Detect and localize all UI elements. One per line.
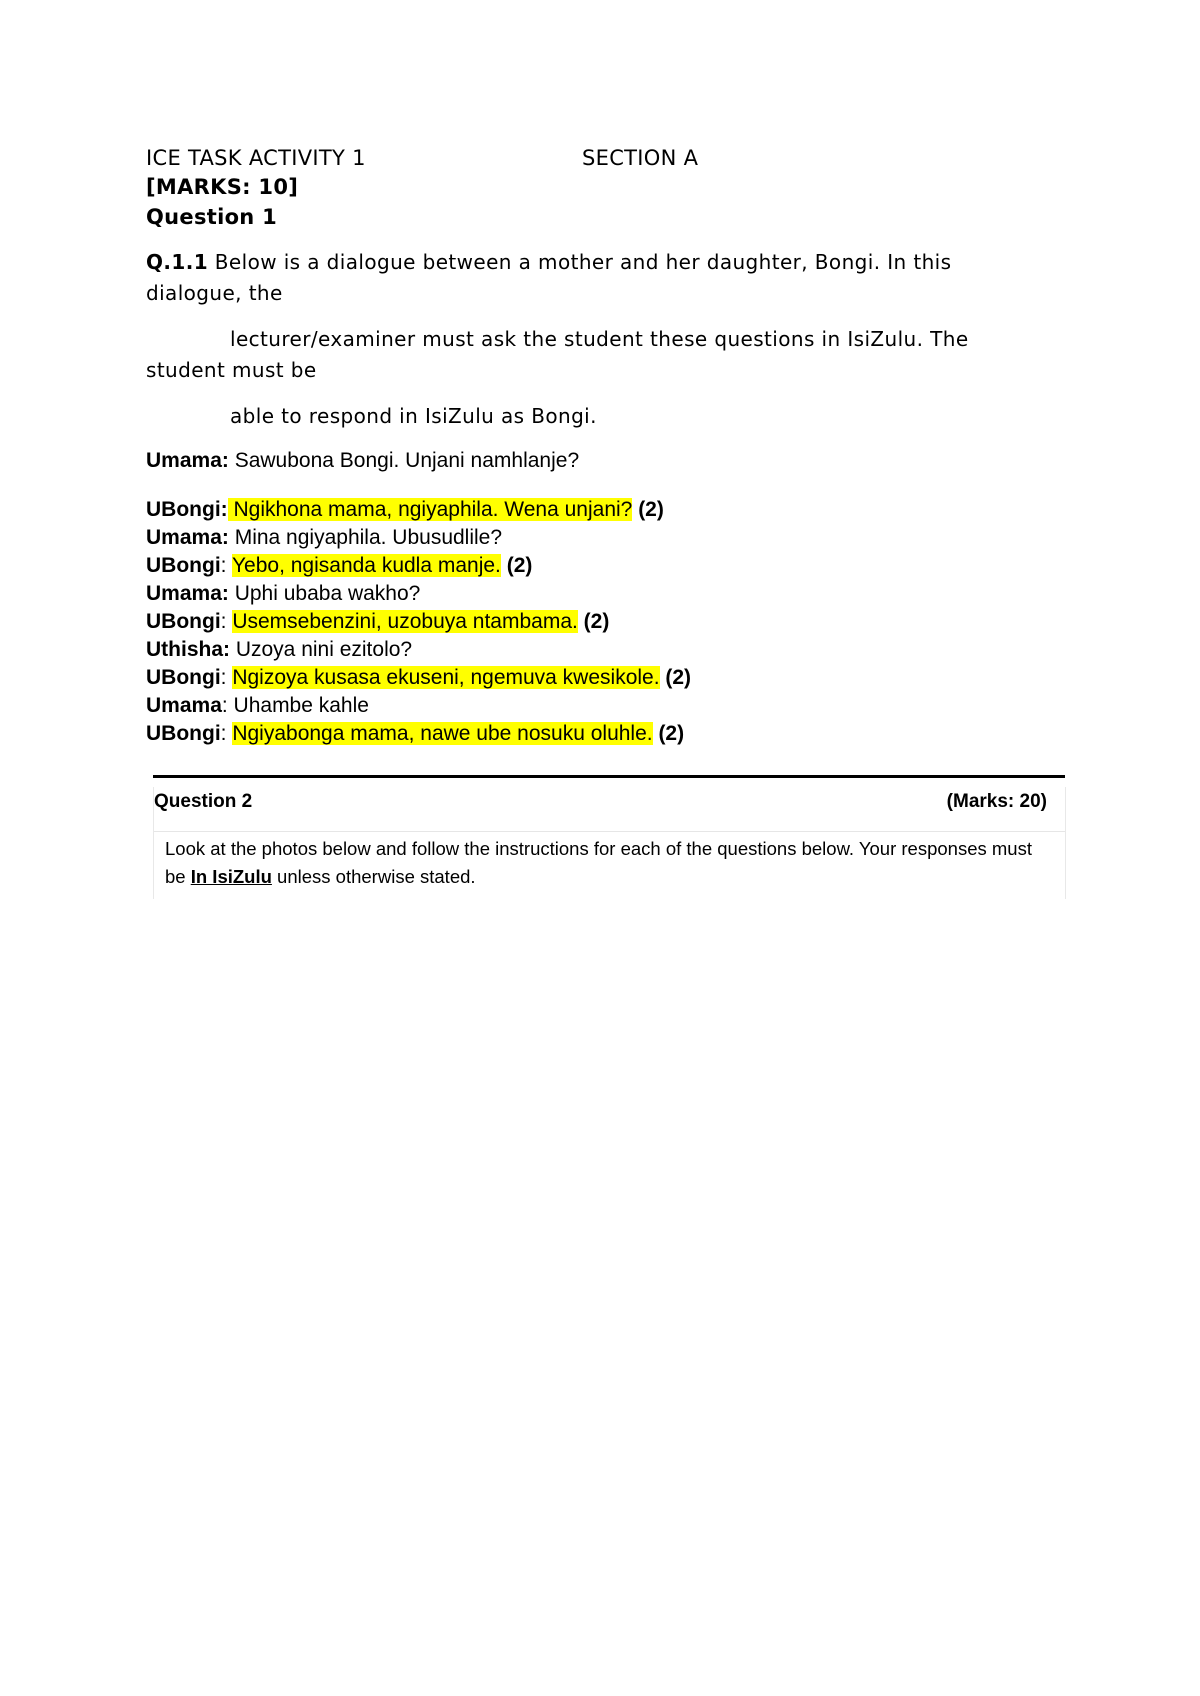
dialogue-line: [146, 610, 609, 634]
instruction-text: Look at the photos below and follow the instructions for each of the questions below. Your responses must be: [165, 838, 1032, 887]
instruction-text-end: unless otherwise stated.: [271, 866, 476, 887]
q11-line1: Below is a dialogue between a mother and her daughter, Bongi. In this: [208, 250, 952, 274]
dialogue-text: Mina ngiyaphila. Ubusudlile?: [228, 526, 503, 549]
dialogue-line: [146, 582, 420, 606]
activity-title: ICE TASK ACTIVITY 1: [146, 146, 366, 170]
q11-instruction: [146, 324, 1066, 386]
dialogue-line: [146, 722, 684, 746]
question-2-header-row: [154, 787, 1065, 832]
answer-highlight: Ngiyabonga mama, nawe ube nosuku oluhle.: [232, 722, 653, 745]
answer-highlight: Usemsebenzini, uzobuya ntambama.: [232, 610, 578, 633]
marks-label: [MARKS: 10]: [146, 175, 299, 199]
q11-line2: dialogue, the: [146, 281, 283, 305]
dialogue-line: [146, 554, 532, 578]
dialogue-text: : Uhambe kahle: [221, 694, 369, 717]
dialogue-text: :: [220, 722, 233, 745]
speaker: UBongi: [146, 666, 221, 689]
answer-highlight: Ngizoya kusasa ekuseni, ngemuva kwesikole.: [232, 666, 660, 689]
speaker: Umama: [146, 694, 222, 717]
marks-value: (2): [659, 666, 692, 689]
dialogue-text: Uzoya nini ezitolo?: [230, 638, 413, 661]
question-2-instructions: [165, 835, 1045, 891]
marks-value: (2): [652, 722, 685, 745]
speaker: Uthisha:: [146, 638, 230, 661]
answer-highlight: Yebo, ngisanda kudla manje.: [231, 554, 501, 577]
speaker: Umama:: [146, 582, 229, 605]
speaker: UBongi:: [146, 498, 228, 521]
speaker: UBongi: [146, 554, 221, 577]
question-1-heading: Question 1: [146, 205, 278, 229]
dialogue-line: [146, 449, 579, 473]
speaker: UBongi: [146, 610, 221, 633]
question-2-marks: (Marks: 20): [946, 791, 1047, 812]
answer-highlight: Ngikhona mama, ngiyaphila. Wena unjani?: [227, 498, 633, 521]
q11-label: Q.1.1: [146, 250, 209, 274]
dialogue-line: [146, 638, 412, 662]
marks-value: (2): [577, 610, 610, 633]
speaker: UBongi: [146, 722, 221, 745]
speaker: Umama:: [146, 526, 229, 549]
marks-value: (2): [632, 498, 664, 521]
dialogue-text: :: [220, 554, 232, 577]
dialogue-line: [146, 694, 369, 718]
instruction-emphasis: In IsiZulu: [190, 866, 272, 887]
q11-line3: lecturer/examiner must ask the student these questions in IsiZulu. The: [230, 327, 969, 351]
question-2-table: [153, 787, 1066, 899]
speaker: Umama:: [146, 449, 229, 472]
dialogue-line: [146, 526, 502, 550]
dialogue-text: Sawubona Bongi. Unjani namhlanje?: [228, 449, 580, 472]
section-divider: [153, 775, 1065, 778]
dialogue-text: :: [220, 610, 233, 633]
dialogue-text: Uphi ubaba wakho?: [228, 582, 421, 605]
dialogue-text: :: [220, 666, 233, 689]
dialogue-line: [146, 666, 691, 690]
marks-value: (2): [500, 554, 533, 577]
question-2-title: Question 2: [154, 791, 253, 812]
q11-line5: able to respond in IsiZulu as Bongi.: [230, 404, 597, 428]
section-title: SECTION A: [582, 146, 699, 170]
q11-line4: student must be: [146, 358, 317, 382]
q11-intro: [146, 247, 1066, 309]
dialogue-line: [146, 498, 664, 522]
